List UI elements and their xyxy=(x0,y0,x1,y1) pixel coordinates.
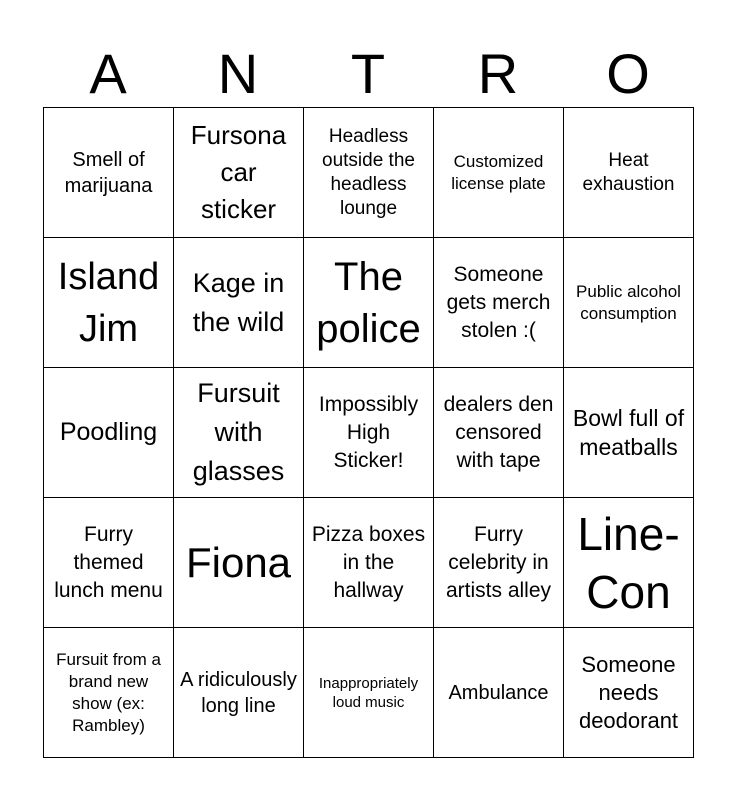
cell-text: Fursuit from a brand new show (ex: Rambley) xyxy=(56,649,161,735)
bingo-cell[interactable] xyxy=(434,108,564,238)
bingo-cell[interactable] xyxy=(304,628,434,758)
bingo-cell[interactable] xyxy=(44,108,174,238)
header-letter: N xyxy=(217,42,259,105)
cell-text: Heat exhaustion xyxy=(582,149,675,195)
bingo-cell[interactable] xyxy=(304,498,434,628)
header-letter: R xyxy=(477,42,519,105)
cell-text: Headless outside the headless lounge xyxy=(322,125,415,219)
cell-text: Poodling xyxy=(59,418,158,446)
bingo-header xyxy=(43,40,693,108)
header-letter: T xyxy=(350,42,386,105)
bingo-cell[interactable] xyxy=(174,368,304,498)
bingo-cell[interactable] xyxy=(174,108,304,238)
cell-text: Fursuit with glasses xyxy=(192,378,285,486)
bingo-cell[interactable] xyxy=(304,368,434,498)
bingo-cell[interactable] xyxy=(564,238,694,368)
cell-text: Kage in the wild xyxy=(192,267,285,337)
bingo-cell[interactable] xyxy=(434,628,564,758)
cell-text: Customized license plate xyxy=(451,151,546,193)
cell-text: Ambulance xyxy=(448,681,549,704)
bingo-cell[interactable] xyxy=(304,238,434,368)
bingo-cell[interactable] xyxy=(564,368,694,498)
bingo-cell[interactable] xyxy=(434,238,564,368)
cell-text: Furry celebrity in artists alley xyxy=(445,522,552,602)
bingo-cell[interactable] xyxy=(174,628,304,758)
cell-text: Fursona car sticker xyxy=(190,120,287,224)
bingo-cell[interactable] xyxy=(44,628,174,758)
header-letter: A xyxy=(89,42,127,105)
cell-text: Furry themed lunch menu xyxy=(54,522,163,602)
bingo-cell[interactable] xyxy=(564,628,694,758)
bingo-cell[interactable] xyxy=(304,108,434,238)
bingo-cell[interactable] xyxy=(564,498,694,628)
cell-text: Smell of marijuana xyxy=(64,148,153,197)
bingo-cell[interactable] xyxy=(434,368,564,498)
bingo-cell[interactable] xyxy=(174,498,304,628)
cell-text: A ridiculously long line xyxy=(180,668,297,717)
cell-text: Line-Con xyxy=(577,507,680,618)
cell-text: Fiona xyxy=(185,538,292,586)
bingo-cell[interactable] xyxy=(564,108,694,238)
bingo-cell[interactable] xyxy=(44,368,174,498)
cell-text: Island Jim xyxy=(57,255,160,350)
cell-text: Impossibly High Sticker! xyxy=(318,392,419,472)
cell-text: Bowl full of meatballs xyxy=(572,404,685,460)
header-letter: O xyxy=(606,42,650,105)
bingo-cell[interactable] xyxy=(174,238,304,368)
bingo-grid xyxy=(43,107,694,758)
cell-text: dealers den censored with tape xyxy=(443,392,554,472)
bingo-cell[interactable] xyxy=(44,238,174,368)
cell-text: Someone gets merch stolen :( xyxy=(446,262,551,342)
bingo-cell[interactable] xyxy=(44,498,174,628)
cell-text: The police xyxy=(316,254,421,351)
bingo-cell[interactable] xyxy=(434,498,564,628)
cell-text: Public alcohol consumption xyxy=(576,281,681,323)
cell-text: Pizza boxes in the hallway xyxy=(311,522,426,602)
cell-text: Someone needs deodorant xyxy=(578,651,679,733)
cell-text: Inappropriately loud music xyxy=(318,674,419,711)
